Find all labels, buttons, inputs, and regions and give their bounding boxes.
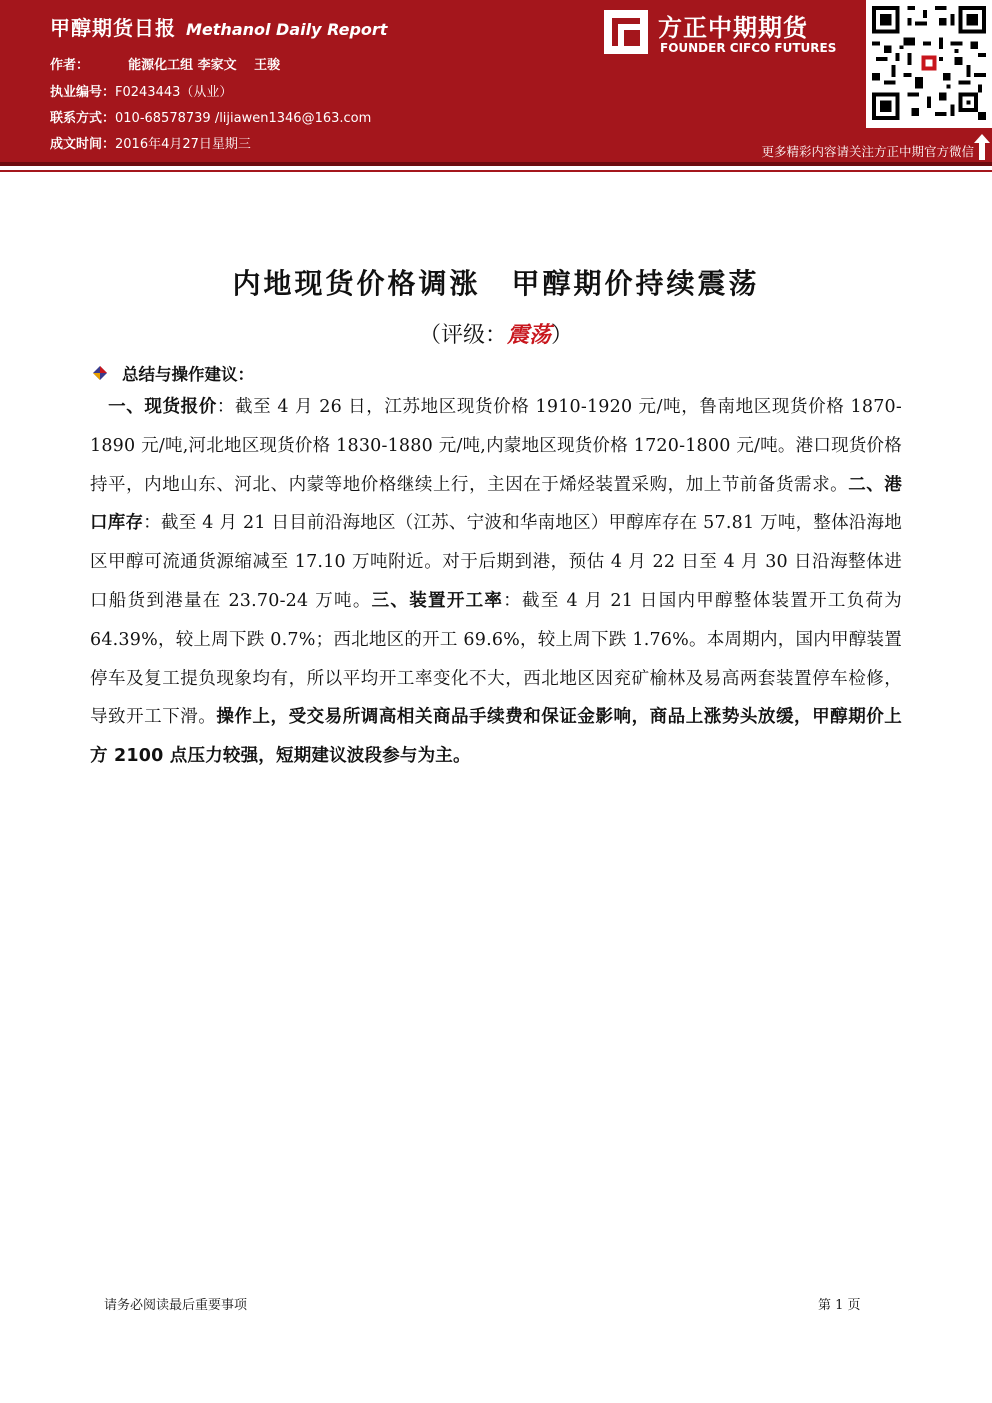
rating-line — [0, 318, 992, 349]
contact-value: 010-68578739 /lijiawen1346@163.com — [115, 111, 372, 126]
header-divider — [0, 162, 992, 166]
section-spot-price-title: 现货报价 — [144, 397, 217, 417]
date-label: 成文时间： — [50, 137, 116, 152]
report-title-cn: 甲醇期货日报 — [50, 16, 176, 40]
section-spot-price-text: ：截至 4 月 26 日，江苏地区现货价格 1910-1920 元/吨，鲁南地区现货价格 1870- 1890 元/吨,河北地区现货价格 1830-1880 元/吨,内蒙地区现货价格 1720-1800 元/吨。港口现货价格持平，内地山东、河北、内蒙等地价格继续上行，主因在于烯烃装置采购，加上节前备货需求。 — [90, 397, 902, 495]
section-port-inventory-title: 二、港口库存 — [90, 474, 902, 534]
footer-notice: 请务必阅读最后重要事项 — [104, 1298, 248, 1313]
summary-body — [90, 388, 902, 776]
contact-label: 联系方式： — [50, 111, 116, 126]
bullet-icon — [92, 365, 108, 381]
rating-close: ） — [551, 323, 574, 348]
section-operating-rate-title: 三、装置开工率 — [371, 590, 504, 611]
report-series-title — [50, 12, 387, 41]
summary-heading — [92, 361, 254, 385]
date-value: 2016年4月27日星期三 — [115, 137, 251, 152]
up-arrow-icon — [974, 134, 990, 160]
header-divider-thin — [0, 170, 992, 172]
founder-logo-icon — [604, 10, 648, 54]
wechat-follow-text: 更多精彩内容请关注方正中期官方微信 — [761, 144, 974, 159]
logo-text-en: FOUNDER CIFCO FUTURES — [660, 41, 837, 55]
report-title-en: Methanol Daily Report — [186, 20, 388, 39]
date-line — [50, 133, 251, 152]
rating-value: 震荡 — [506, 322, 551, 348]
license-line — [50, 81, 232, 100]
section-operating-rate-text: ：截至 4 月 21 日国内甲醇整体装置开工负荷为 64.39%，较上周下跌 0.7%；西北地区的开工 69.6%，较上周下跌 1.76%。本周期内，国内甲醇装置停车及复工提负现象均有，所以平均开工率变化不大，西北地区因兖矿榆林及易高两套装置停车检修，导致开工下滑。 — [90, 590, 903, 728]
summary-heading-text: 总结与操作建议： — [122, 365, 254, 384]
company-logo — [604, 8, 860, 60]
author-label: 作者： — [50, 58, 90, 73]
logo-text-cn: 方正中期期货 — [658, 14, 808, 42]
contact-line — [50, 107, 371, 126]
qr-code-icon — [872, 6, 986, 120]
author-line — [50, 54, 280, 73]
rating-open: （评级： — [418, 323, 507, 348]
license-label: 执业编号： — [50, 85, 116, 100]
wechat-qr-code — [866, 0, 992, 128]
license-value: F0243443（从业） — [115, 85, 233, 100]
document-title: 内地现货价格调涨 甲醇期价持续震荡 — [232, 267, 760, 300]
page-number: 第 1 页 — [818, 1298, 861, 1313]
operation-advice: 操作上，受交易所调高相关商品手续费和保证金影响，商品上涨势头放缓，甲醇期价上方 2100 点压力较强，短期建议波段参与为主。 — [90, 707, 902, 767]
author-value: 能源化工组 李家文 王骏 — [128, 58, 281, 73]
section-port-inventory-text: ：截至 4 月 21 日目前沿海地区（江苏、宁波和华南地区）甲醇库存在 57.81 万吨，整体沿海地区甲醇可流通货源缩减至 17.10 万吨附近。对于后期到港，预估 4 月 22 日至 4 月 30 日沿海整体进口船货到港量在 23.70-24 万吨。 — [90, 513, 903, 611]
lead-indent: 一、 — [90, 397, 145, 417]
